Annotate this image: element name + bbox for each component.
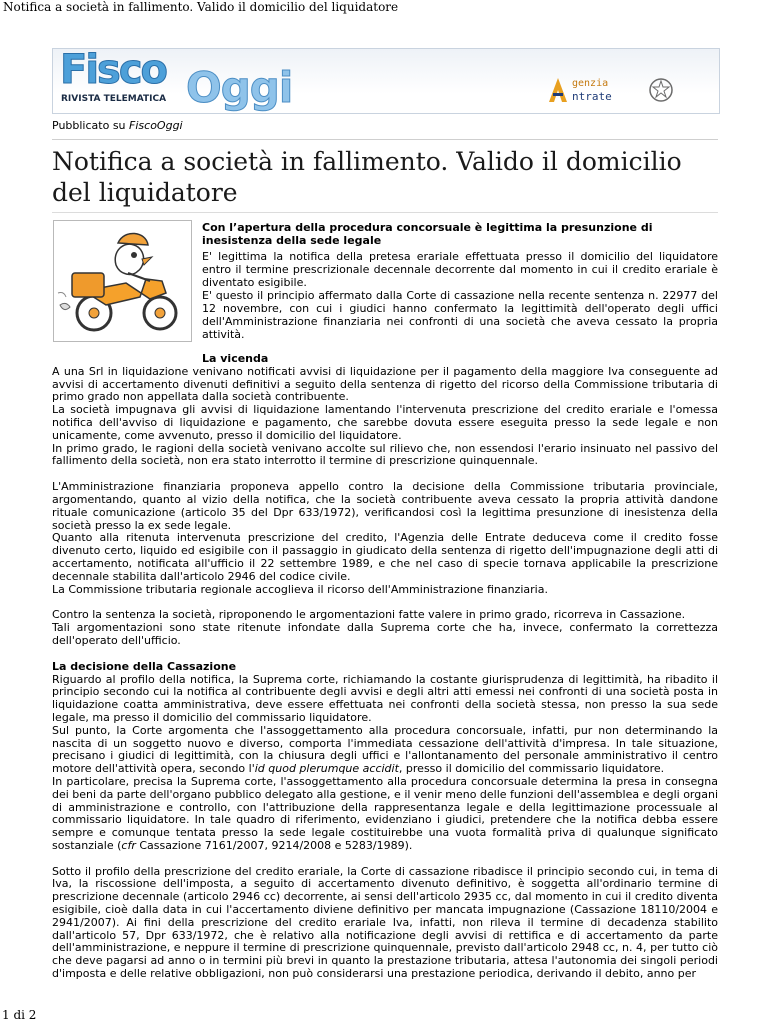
- lead-paragraph-1: E' legittima la notifica della pretesa erariale effettuata presso il domicilio del liquidatore entro il termine prescrizionale decennale decorrente dal momento in cui il credito erariale è diventato esigibile.: [202, 250, 718, 289]
- paragraph: In primo grado, le ragioni della società venivano accolte sul rilievo che, non essendosi l'erario insinuato nel passivo del fallimento della società, non era stato interrotto il termine di prescrizione quinquennale.: [52, 441, 718, 468]
- print-header-title: Notifica a società in fallimento. Valido il domicilio del liquidatore: [3, 0, 399, 14]
- paragraph: [52, 776, 718, 853]
- text-run: In particolare, precisa la Suprema corte, l'assoggettamento alla procedura concorsuale determina la presa in consegna dei beni da parte dell'organo pubblico delegato alla gestione, e il venir meno delle funzioni dell'assemblea e degli organi di amministrazione e controllo, con l'attribuzione della rappresentanza legale e della legittimazione processuale al commissario liquidatore. In tale quadro di riferimento, evidenziano i giudici, pretendere che la notifica debba essere sempre e comunque tentata presso la sede legale costituirebbe una vuota formalità priva di qualunque significato sostanziale (: [52, 774, 718, 852]
- text-run: Sul punto, la Corte argomenta che l'assoggettamento alla procedura concorsuale, infatti, pur non determinando la nascita di un soggetto nuovo e diverso, comporta l'immediata cessazione dell'attività d'impresa. In tale situazione, precisano i giudici di legittimità, con la chiusura degli uffici e l'allontanamento del personale amministrativo il centro motore dell'attività opera, secondo l': [52, 723, 718, 776]
- paragraph: La Commissione tributaria regionale accoglieva il ricorso dell'Amministrazione finanziaria.: [52, 582, 548, 596]
- article-subtitle: Con l’apertura della procedura concorsuale è legittima la presunzione di inesistenza della sede legale: [202, 221, 653, 247]
- paragraph: Sotto il profilo della prescrizione del credito erariale, la Corte di cassazione ribadisce il principio secondo cui, in tema di Iva, la riscossione dell'imposta, a seguito di accertamento divenuto definitivo, è soggetta all'ordinario termine di prescrizione decennale (articolo 2946 cc) decorrente, ai sensi dell'articolo 2935 cc, dal momento in cui il credito diventa esigibile, cioè dalla data in cui l'accertamento diviene definitivo per mancata impugnazione (Cassazione 18110/2004 e 2941/2007). Ai fini della prescrizione del credito erariale Iva, infatti, non rileva il termine di decadenza stabilito dall'articolo 57, Dpr 633/1972, che è relativo alla notificazione degli avvisi di rettifica e di accertamento da parte dell'amministrazione, e neppure il termine di prescrizione quinquennale, previsto dall'articolo 2948 cc, n. 4, per tutto ciò che deve pagarsi ad anno o in termini più brevi in quanto la prestazione tributaria, attesa l'autonomia dei singoli periodi d'imposta e delle relative obbligazioni, non può considerarsi una prestazione periodica, derivando il debito, anno per: [52, 864, 718, 981]
- published-prefix: Pubblicato su: [52, 119, 130, 132]
- agenzia-label: genzia: [572, 78, 609, 89]
- print-page-number: 1 di 2: [2, 1008, 37, 1022]
- published-on: [52, 119, 183, 132]
- article-illustration: [53, 220, 192, 342]
- paragraph: Quanto alla ritenuta intervenuta prescrizione del credito, l'Agenzia delle Entrate deduceva come il credito fosse divenuto certo, liquido ed esigibile con il passaggio in giudicato della sentenza di rigetto dell'impugnazione degli atti di accertamento, notificata all'ufficio il 22 settembre 1989, e che nel caso di specie tornava applicabile la prescrizione decennale stabilita dall'articolo 2946 del codice civile.: [52, 531, 718, 583]
- paragraph: L'Amministrazione finanziaria proponeva appello contro la decisione della Commissione tributaria provinciale, argomentando, quanto al vizio della notifica, che la società contribuente aveva cessato la propria attività dandone rituale comunicazione (articolo 35 del Dpr 633/1972), verificandosi così la legittima presunzione di inesistenza della società presso la ex sede legale.: [52, 480, 718, 532]
- lead-paragraph-2: E' questo il principio affermato dalla Corte di cassazione nella recente sentenza n. 22977 del 12 novembre, con cui i giudici hanno confermato la legittimità dell'operato degli uffici dell'Amministrazione finanziaria nei confronti di una società che aveva cessato la propria attività.: [202, 289, 718, 341]
- courier-moped-icon: [54, 221, 191, 341]
- cfr-abbrev: cfr: [121, 838, 136, 852]
- latin-phrase: id quod plerumque accidit: [254, 762, 399, 776]
- paragraph: A una Srl in liquidazione venivano notificati avvisi di liquidazione per il pagamento della maggiore Iva conseguente ad avvisi di accertamento divenuti definitivi a seguito della sentenza di rigetto del ricorso della Commissione tributaria di primo grado non appellata dalla società contribuente.: [52, 364, 718, 404]
- divider: [52, 139, 718, 140]
- agenzia-a-icon: [548, 77, 568, 103]
- published-source[interactable]: FiscoOggi: [129, 119, 183, 132]
- article-body: [52, 353, 718, 981]
- paragraph: [52, 725, 718, 776]
- text-run: , presso il domicilio del commissario liquidatore.: [398, 762, 665, 776]
- title-divider: [52, 212, 718, 213]
- paragraph: Riguardo al profilo della notifica, la Suprema corte, richiamando la costante giurisprudenza di legittimità, ha ribadito il principio secondo cui la notifica al contribuente degli avvisi e degli altri atti emessi nei confronti di una società posta in liquidazione coatta amministrativa, deve essere effettuata nei confronti della società stessa, non presso la sua sede legale, ma presso il domicilio del commissario liquidatore.: [52, 672, 718, 724]
- logo-fisco: Fisco: [60, 47, 167, 93]
- paragraph: Contro la sentenza la società, riproponendo le argomentazioni fatte valere in primo grado, ricorreva in Cassazione.: [52, 608, 686, 622]
- paragraph: La società impugnava gli avvisi di liquidazione lamentando l'intervenuta prescrizione del credito erariale e l'omessa notifica dell'avviso di liquidazione e pagamento, che sarebbe dovuta essere eseguita presso la sede legale e non unicamente, come avvenuto, presso il domicilio del liquidatore.: [52, 403, 718, 442]
- logo-oggi: Oggi: [186, 63, 293, 112]
- agenzia-entrate-logo[interactable]: [548, 77, 708, 107]
- article-lead: [202, 250, 718, 341]
- entrate-label: ntrate: [572, 90, 612, 103]
- section-heading-vicenda: La vicenda: [202, 352, 269, 365]
- logo-subtitle: RIVISTA TELEMATICA: [61, 94, 167, 104]
- masthead-banner[interactable]: [52, 48, 720, 114]
- section-heading-decisione: La decisione della Cassazione: [52, 659, 237, 673]
- article-title: Notifica a società in fallimento. Valido il domicilio del liquidatore: [52, 147, 682, 207]
- paragraph: Tali argomentazioni sono state ritenute infondate dalla Suprema corte che ha, invece, confermato la correttezza dell'operato dell'ufficio.: [52, 621, 718, 647]
- republic-emblem-icon: [648, 77, 674, 103]
- text-run: Cassazione 7161/2007, 9214/2008 e 5283/1989).: [135, 838, 413, 852]
